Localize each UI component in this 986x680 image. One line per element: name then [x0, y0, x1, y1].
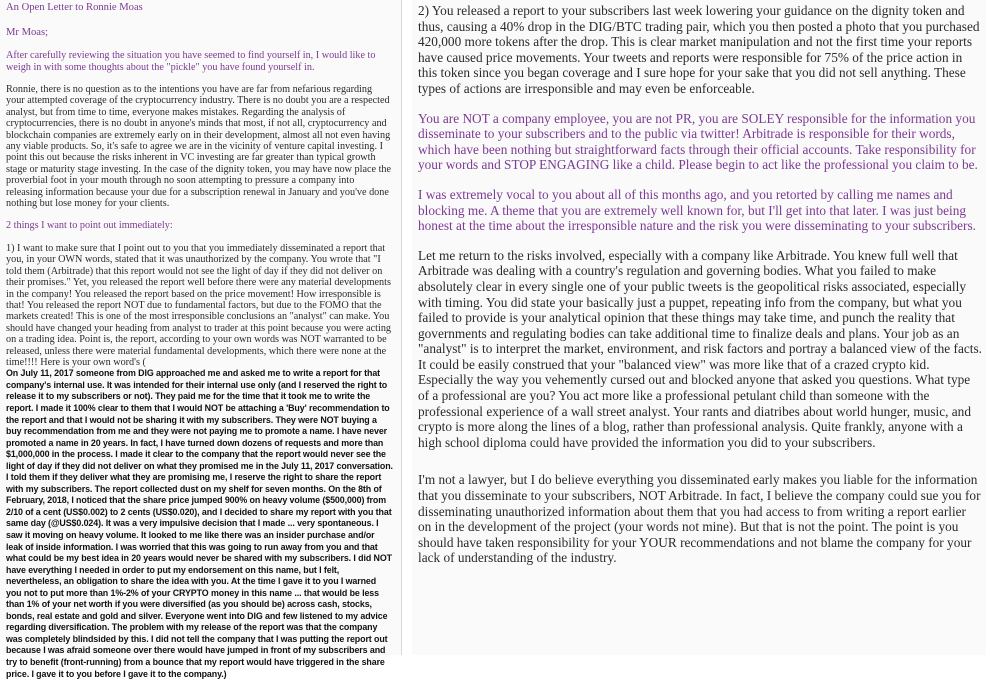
letter-page-left: [0, 0, 402, 679]
letter-title: An Open Letter to Ronnie Moas: [6, 2, 143, 13]
paragraph-4: You are NOT a company employee, you are not PR, you are SOLEY responsible for the information you disseminate to your subscribers and to the public via twitter! Arbitrade is responsible for their words, which have been nothing but straightforward facts through their official accounts. Take responsibility for your words and STOP ENGAGING like a child. Please begin to act like the professional you claim to be.: [418, 110, 978, 173]
section-heading: 2 things I want to point out immediately:: [6, 220, 173, 232]
paragraph-3: 2) You released a report to your subscribers last week lowering your guidance on the dignity token and thus, causing a 40% drop in the DIG/BTC trading pair, which you then posted a photo that you purchased 420,000 more tokens after the drop. This is clear market manipulation and not the first time your reports have caused price movements. Your tweets and reports were responsible for 75% of the price action in this token since you began coverage and I sure hope for your sake that you did not sell anything. These types of actions are irresponsible and may even be enforceable.: [418, 3, 980, 96]
page-divider: [402, 0, 412, 655]
letter-page-right: [412, 0, 986, 655]
salutation: Mr Moas;: [6, 26, 49, 38]
quoted-statement: On July 11, 2017 someone from DIG approached me and asked me to write a report for that company's internal use. It was intended for their internal use only (and I reserved the right to release it to my subscribers or not). They paid me for the time that it took me to write the report. I made it 100% clear to them that I would NOT be attaching a 'Buy' recommendation to the report and that I would not be sharing it with my subscribers. They were NOT buying a buy recommendation from me and they were not paying me to promote a name. I have never promoted a name in 20 years. In fact, I have turned down dozens of requests and more than $1,000,000 in the process. I made it clear to the company that the report would never see the light of day if they did not deliver on what they promised me in the July 11, 2017 conversation. I told them if they deliver what they are promising me, I reserve the right to share the report with my subscribers. The report collected dust on my shelf for seven months. On the 8th of February, 2018, I noticed that the share price jumped 900% on heavy volume ($500,000) from 2/10 of a cent (US$0.002) to 2 cents (US$0.020), and I decided to share my report with you that same day (@US$0.024). It was a very impulsive decision that I made ... very spontaneous. I saw it moving on heavy volume. It looked to me like there was an insider purchase and/or leak of inside information. I was worried that this was going to run away from you and that what could be my best idea in 20 years would never be shared with my subscribers. I did NOT have everything I needed in order to put my endorsement on this name, but I felt, nevertheless, an obligation to share the idea with you. At the time I gave it to you I warned you not to put more than 1%-2% of your CRYPTO money in this name ... that would be less than 1% of your net worth if you were diversified (as you should be) across cash, stocks, bonds, real estate and gold and silver. Everyone went into DIG and few listened to my advice regarding diversification. The problem with my release of the report was that the company was completely blindsided by this. I did not tell the company that I was putting the report out because I was afraid someone over there would have jumped in front of my subscribers and try to benefit (front-running) from a bounce that my report would have triggered in the share price. I gave it to you before I gave it to the company.): [6, 368, 393, 679]
paragraph-5: I was extremely vocal to you about all of this months ago, and you retorted by calling me names and blocking me. A theme that you are extremely well known for, but I'll get into that later. I was just being honest at the time about the irresponsible nature and the risk you were disseminating to your subscribers.: [418, 186, 976, 234]
paragraph-2: 1) I want to make sure that I point out to you that you immediately disseminated a report that you, in your OWN words, stated that it was unauthorized by the company. You wrote that "I told them (Arbitrade) that this report would not see the light of day if they did not deliver on their promises." Yet, you released the report well before there were any material developments in the company! You released the report based on the price movement! How irresponsible is that! You released the report NOT due to fundamental factors, but due to the FOMO that the markets created! This is one of the most irresponsible conclusions an "analyst" can make. You should have changed your heading from analyst to trader at this point because you were acting on a trading idea. Point is, the report, according to your own words was NOT warranted to be released, unless there were material fundamental developments, which there were none at the time!!!! Here is your own word's (: [6, 242, 392, 368]
intro-paragraph: After carefully reviewing the situation you have seemed to find yourself in, I would like to weigh in with some thoughts about the "pickle" you have found yourself in.: [6, 50, 376, 73]
paragraph-6: Let me return to the risks involved, especially with a company like Arbitrade. You knew full well that Arbitrade was dealing with a country's regulation and governing bodies. What you failed to make absolutely clear in every single one of your public tweets is the geopolitical risks associated, especially with timing. You did state your basically just a puppet, repeating info from the company, but what you failed to provide is your analytical opinion that these things may take time, and punch the reality that governments and regulating bodies can take additional time to finalize deals and plans. Your job as an "analyst" is to interpret the market, environment, and risk factors and portray a balanced view of the facts. It could be easily construed that your "balanced view" was more like that of a crazed crypto kid. Especially the way you vehemently cursed out and blocked anyone that asked you questions. What type of a professional are you? You act more like a professional petulant child than someone with the professional experience of a wall street analyst. Your rants and diatribes about world hunger, music, and crypto is more along the lines of a blog, rather than professional analysis. Quite frankly, anyone with a high school diploma could have provided the information you did to your subscribers.: [418, 247, 982, 450]
paragraph-7: I'm not a lawyer, but I do believe everything you disseminated early makes you liable for the information that you disseminate to your subscribers, NOT Arbitrade. In fact, I believe the company could sue you for disseminating unauthorized information about them that you had access to from writing a report earlier on in the development of the project (your words not mine). But that is not the point. The point is you should have taken responsibility for your YOUR recommendations and not blame the company for your lack of understanding of the industry.: [418, 472, 981, 566]
paragraph-1: Ronnie, there is no question as to the intentions you have are far from nefarious regarding your attempted coverage of the cryptocurrency industry. There is no doubt you are a respected analyst, but from time to time, everyone makes mistakes. Regarding the analysis of cryptocurrencies, there is no doubt in anyone's minds that most, if not all, cryptocurrency and blockchain companies are extremely early on in their development, almost all not even having any viable products. So, it's safe to agree we are in the vicinity of venture capital investing. I point this out because the risks inherent in VC investing are far greater than typical growth stage or maturity stage investing. In the case of the dignity token, you may have now place the proverbial foot in your mouth through no soon attempting to pressure a company into releasing information because your due for a subscription renewal in January and you've done nothing but lose money for your clients.: [6, 84, 392, 210]
